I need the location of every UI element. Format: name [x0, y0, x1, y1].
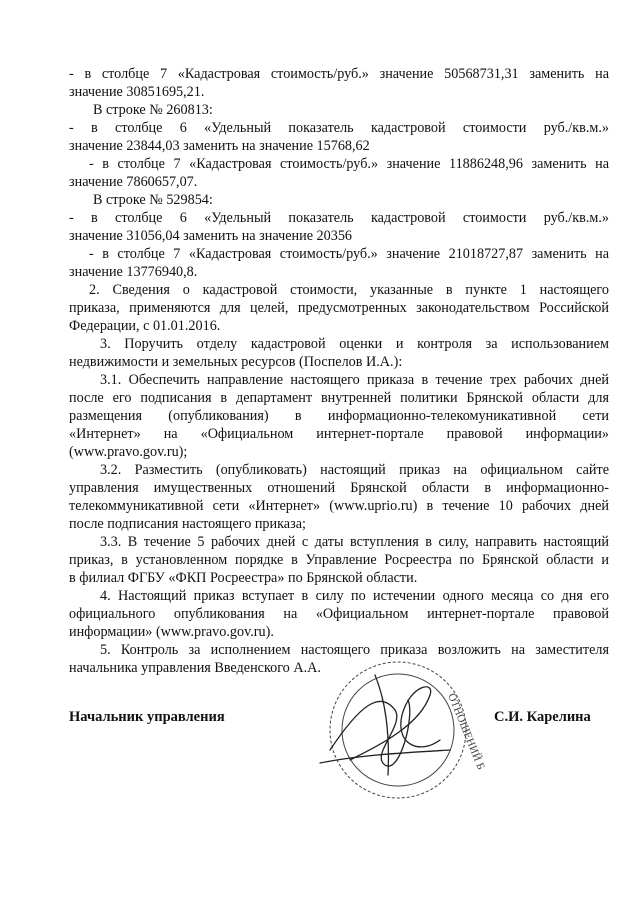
text-line: 3. Поручить отделу кадастровой оценки и контроля за использованием: [100, 336, 609, 352]
text-line: - в столбце 7 «Кадастровая стоимость/руб.» значение 21018727,87 заменить на: [89, 246, 609, 262]
text-line: телекоммуникативной сети «Интернет» (www.uprio.ru) в течение 10 рабочих дней: [69, 498, 609, 514]
text-line: значение 30851695,21.: [69, 84, 205, 100]
signatory-title: Начальник управления: [69, 709, 225, 725]
stamp-text: ОТНОШЕНИЙ Б: [445, 691, 487, 772]
text-line: 3.2. Разместить (опубликовать) настоящий приказ на официальном сайте: [100, 462, 609, 478]
text-line: в филиал ФГБУ «ФКП Росреестра» по Брянской области.: [69, 570, 418, 586]
text-line: Федерации, с 01.01.2016.: [69, 318, 221, 334]
text-line: официального опубликования на «Официальном интернет-портале правовой: [69, 606, 609, 622]
text-line: В строке № 529854:: [93, 192, 213, 208]
text-line: 5. Контроль за исполнением настоящего приказа возложить на заместителя: [100, 642, 609, 658]
text-line: (www.pravo.gov.ru);: [69, 444, 188, 460]
text-line: 4. Настоящий приказ вступает в силу по истечении одного месяца со дня его: [100, 588, 609, 604]
text-line: - в столбце 7 «Кадастровая стоимость/руб.» значение 11886248,96 заменить на: [89, 156, 609, 172]
text-line: приказа, применяются для целей, предусмотренных законодательством Российской: [69, 300, 609, 316]
text-line: - в столбце 6 «Удельный показатель кадастровой стоимости руб./кв.м.»: [69, 210, 609, 226]
text-line: размещения (опубликования) в информационно-телекомуникативной сети: [69, 408, 609, 424]
text-line: приказ, в установленном порядке в Управление Росреестра по Брянской области и: [69, 552, 609, 568]
text-line: недвижимости и земельных ресурсов (Поспелов И.А.):: [69, 354, 403, 370]
text-line: информации» (www.pravo.gov.ru).: [69, 624, 274, 640]
signatory-name: С.И. Карелина: [494, 709, 591, 725]
text-line: после подписания настоящего приказа;: [69, 516, 306, 532]
text-line: 3.1. Обеспечить направление настоящего приказа в течение трех рабочих дней: [100, 372, 609, 388]
text-line: значение 23844,03 заменить на значение 15768,62: [69, 138, 370, 154]
text-line: управления имущественных отношений Брянской области в информационно-: [69, 480, 609, 496]
text-line: - в столбце 7 «Кадастровая стоимость/руб.» значение 50568731,31 заменить на: [69, 66, 609, 82]
text-line: «Интернет» на «Официальном интернет-портале правовой информации»: [69, 426, 609, 442]
text-line: - в столбце 6 «Удельный показатель кадастровой стоимости руб./кв.м.»: [69, 120, 609, 136]
text-line: начальника управления Введенского А.А.: [69, 660, 321, 676]
text-line: 2. Сведения о кадастровой стоимости, указанные в пункте 1 настоящего: [89, 282, 609, 298]
text-line: значение 7860657,07.: [69, 174, 198, 190]
handwritten-signature: [320, 675, 450, 775]
text-line: после его подписания в департамент внутренней политики Брянской области для: [69, 390, 609, 406]
text-line: 3.3. В течение 5 рабочих дней с даты вступления в силу, направить настоящий: [100, 534, 609, 550]
seal-stamp: [290, 655, 487, 795]
text-line: значение 13776940,8.: [69, 264, 198, 280]
text-line: В строке № 260813:: [93, 102, 213, 118]
text-line: значение 31056,04 заменить на значение 20356: [69, 228, 353, 244]
